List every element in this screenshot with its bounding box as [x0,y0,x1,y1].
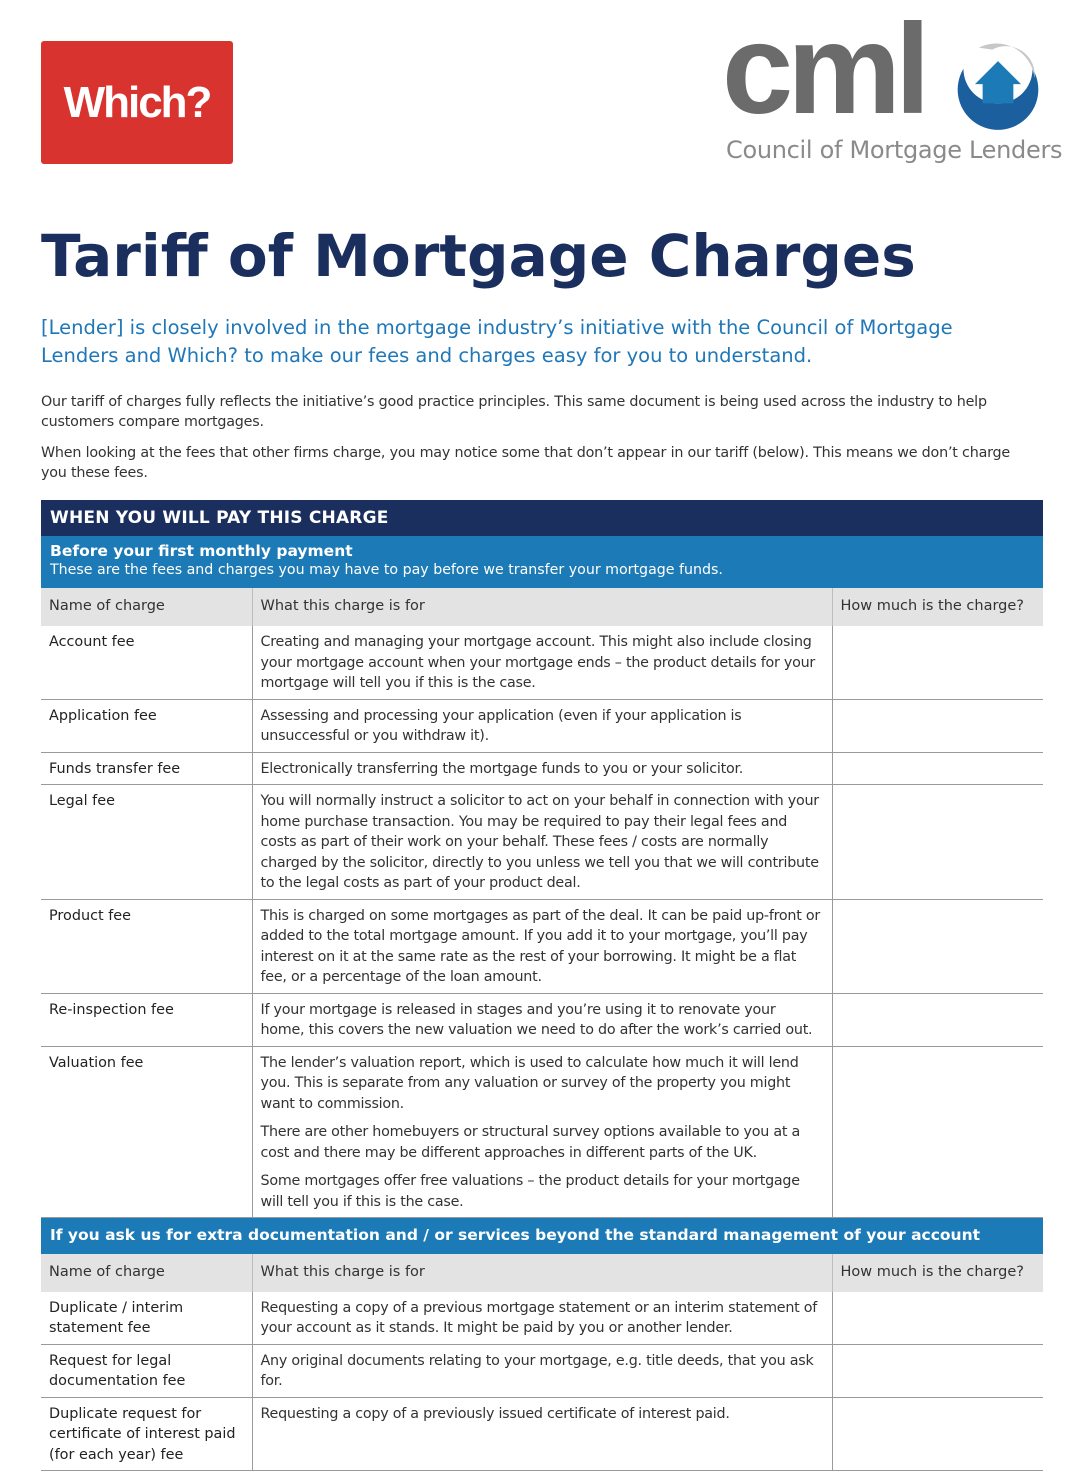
charge-amount [832,699,1043,752]
column-header: How much is the charge? [832,1254,1043,1292]
charge-name: Duplicate / interim statement fee [41,1292,252,1345]
charge-description [252,699,832,752]
section-header [41,1218,1043,1254]
charge-name: Re-inspection fee [41,993,252,1046]
intro-text: [Lender] is closely involved in the mortgage industry’s initiative with the Council of Mortgage Lenders and Which? to make our fees and charges easy for you to understand. [41,316,953,367]
section-header-row [41,536,1043,588]
charge-description [252,1292,832,1345]
body-paragraph: When looking at the fees that other firms charge, you may notice some that don’t appear in our tariff (below). This means we don’t charge you these fees. [41,445,1011,481]
charge-amount [832,899,1043,993]
column-header: What this charge is for [252,1254,832,1292]
body-paragraph: Our tariff of charges fully reflects the initiative’s good practice principles. This same document is being used across the industry to help customers compare mortgages. [41,394,987,430]
charge-amount [832,626,1043,699]
charge-description [252,785,832,900]
cml-logo-subtitle: Council of Mortgage Lenders [726,136,1063,164]
column-header-row [41,1254,1043,1292]
house-icon [950,40,1046,136]
table-row [41,899,1043,993]
section-header [41,536,1043,588]
column-header: How much is the charge? [832,588,1043,626]
charge-name: Product fee [41,899,252,993]
table-row [41,752,1043,785]
description-paragraph: Any original documents relating to your mortgage, e.g. title deeds, that you ask for. [260,1352,814,1389]
table-row [41,785,1043,900]
table-row [41,626,1043,699]
charge-name: Valuation fee [41,1046,252,1218]
charge-name: Legal fee [41,785,252,900]
description-paragraph: The lender’s valuation report, which is used to calculate how much it will lend you. This is separate from any valuation or survey of the property you might want to commission. [260,1054,799,1112]
charge-name: Funds transfer fee [41,752,252,785]
which-logo-text: Which? [63,77,211,127]
charge-description [252,752,832,785]
table-row [41,1397,1043,1471]
charge-amount [832,1046,1043,1218]
description-paragraph: Electronically transferring the mortgage funds to you or your solicitor. [260,760,744,777]
description-paragraph: Some mortgages offer free valuations – the product details for your mortgage will tell you if this is the case. [260,1173,800,1210]
table-row [41,1292,1043,1345]
page-title: Tariff of Mortgage Charges [41,222,916,290]
charge-amount [832,993,1043,1046]
charge-description [252,899,832,993]
charge-amount [832,1397,1043,1471]
table-row [41,699,1043,752]
table-row [41,993,1043,1046]
charge-description [252,1397,832,1471]
charge-name: Account fee [41,626,252,699]
column-header-row [41,588,1043,626]
description-paragraph: This is charged on some mortgages as part of the deal. It can be paid up-front or added to the total mortgage amount. If you add it to your mortgage, you’ll pay interest on it at the same rate as the rest of your borrowing. It might be a flat fee, or a percentage of the loan amount. [260,907,821,985]
charge-amount [832,785,1043,900]
description-paragraph: If your mortgage is released in stages and you’re using it to renovate your home, this covers the new valuation we need to do after the work’s carried out. [260,1001,813,1038]
cml-logo-text: cml [722,0,925,141]
description-paragraph: There are other homebuyers or structural survey options available to you at a cost and there may be different approaches in different parts of the UK. [260,1124,800,1161]
charges-table [41,500,1043,1471]
description-paragraph: Requesting a copy of a previously issued certificate of interest paid. [260,1405,730,1422]
charge-name: Duplicate request for certificate of interest paid (for each year) fee [41,1397,252,1471]
charge-amount [832,752,1043,785]
table-main-header: WHEN YOU WILL PAY THIS CHARGE [41,500,1043,536]
column-header: Name of charge [41,1254,252,1292]
charge-amount [832,1344,1043,1397]
charge-description [252,993,832,1046]
table-row [41,1344,1043,1397]
charge-name: Request for legal documentation fee [41,1344,252,1397]
cml-logo [722,0,1063,170]
charge-description [252,626,832,699]
description-paragraph: Requesting a copy of a previous mortgage statement or an interim statement of your account as it stands. It might be paid by you or another lender. [260,1299,818,1336]
column-header: Name of charge [41,588,252,626]
description-paragraph: You will normally instruct a solicitor to act on your behalf in connection with your home purchase transaction. You may be required to pay their legal fees and costs as part of their work on your behalf. These fees / costs are normally charged by the solicitor, directly to you unless we tell you that we will contribute to the legal costs as part of your product deal. [260,793,819,891]
section-title: Before your first monthly payment [50,542,353,560]
description-paragraph: Assessing and processing your application (even if your application is unsuccessful or you withdraw it). [260,707,742,744]
section-title: If you ask us for extra documentation and / or services beyond the standard management of your account [50,1226,981,1244]
table-row [41,1046,1043,1218]
charge-amount [832,1292,1043,1345]
which-logo [41,41,233,164]
section-header-row [41,1218,1043,1254]
column-header: What this charge is for [252,588,832,626]
charge-name: Application fee [41,699,252,752]
charge-description [252,1344,832,1397]
description-paragraph: Creating and managing your mortgage account. This might also include closing your mortgage account when your mortgage ends – the product details for your mortgage will tell you if this is the case. [260,634,816,691]
charge-description [252,1046,832,1218]
section-subtitle: These are the fees and charges you may have to pay before we transfer your mortgage funds. [50,562,723,578]
